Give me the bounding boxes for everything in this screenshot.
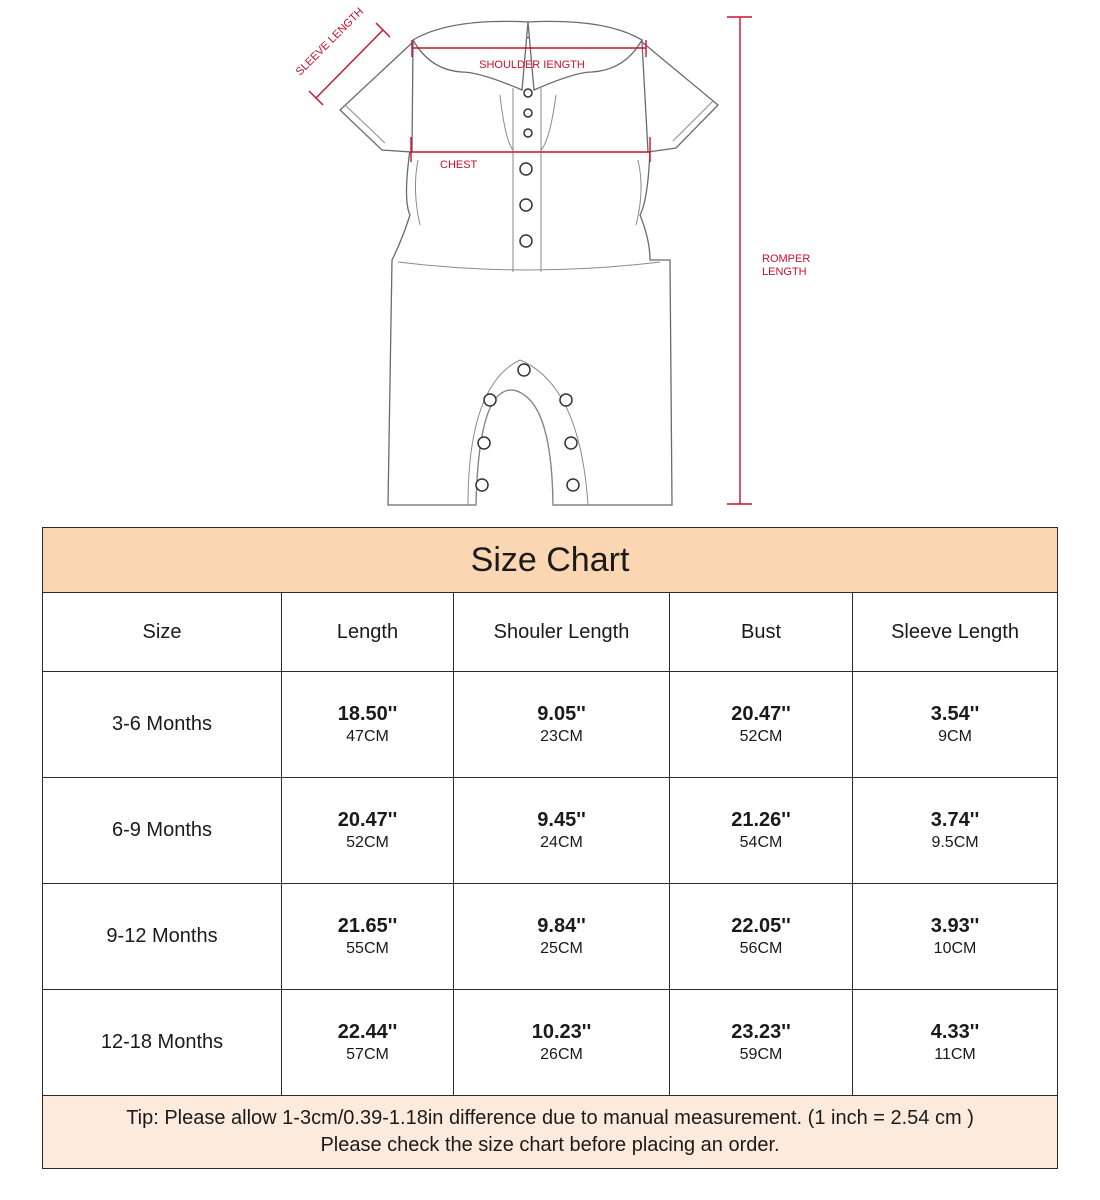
placket-button-2 [520,199,532,211]
tip-cell [43,1096,1058,1169]
crotch-button-6 [565,437,577,449]
length-inch: 21.65'' [337,914,398,937]
bust-cm: 59CM [739,1045,783,1063]
shoulder-cell [454,990,670,1096]
bust-cell [670,672,853,778]
tip-row [43,1096,1058,1169]
sleeve-inch: 3.93'' [930,914,980,937]
sleeve-cm: 11CM [934,1045,976,1063]
placket-button-3 [520,235,532,247]
table-row [43,990,1058,1096]
collar-button-3 [524,129,532,137]
bust-inch: 23.23'' [731,1020,791,1043]
length-inch: 22.44'' [337,1020,398,1043]
crotch-button-7 [567,479,579,491]
bust-inch: 20.47'' [731,702,791,725]
collar-button-1 [524,89,532,97]
size-cell: 6-9 Months [43,778,282,884]
size-chart-table [42,527,1058,1169]
size-cell: 3-6 Months [43,672,282,778]
bust-cell [670,990,853,1096]
shoulder-inch: 9.84'' [537,914,586,937]
sleeve-length-label: SLEEVE LENGTH [293,5,367,79]
column-header-size: Size [43,593,282,672]
size-chart-title: Size Chart [43,528,1058,593]
bust-inch: 21.26'' [731,808,791,831]
table-row [43,672,1058,778]
size-chart-header-row [43,593,1058,672]
length-cell [282,990,454,1096]
bust-cell [670,778,853,884]
shoulder-inch: 10.23'' [531,1020,592,1043]
tip-text-line-2: Please check the size chart before placing an order. [320,1134,780,1156]
length-inch: 20.47'' [337,808,398,831]
length-cm: 52CM [346,833,389,851]
length-cell [282,884,454,990]
length-cm: 47CM [346,727,389,745]
column-header-bust: Bust [670,593,853,672]
romper-length-label-line2: LENGTH [762,266,807,278]
length-cell [282,672,454,778]
column-header-shoulder-length: Shouler Length [454,593,670,672]
column-header-length: Length [282,593,454,672]
right-sleeve [642,42,718,152]
sleeve-cm: 10CM [933,939,977,957]
bust-cell [670,884,853,990]
length-cm: 55CM [346,939,389,957]
crotch-button-5 [560,394,572,406]
size-chart-title-row [43,528,1058,593]
shoulder-length-label: SHOULDER IENGTH [479,59,585,71]
collar-button-2 [524,109,532,117]
chest-label: CHEST [440,159,478,171]
bust-inch: 22.05'' [731,914,791,937]
romper-measurement-diagram [0,0,1100,520]
bust-cm: 52CM [739,727,783,745]
sleeve-cell [853,990,1058,1096]
length-cell [282,778,454,884]
sleeve-cell [853,778,1058,884]
table-row [43,884,1058,990]
crotch-button-1 [484,394,496,406]
size-cell: 9-12 Months [43,884,282,990]
shoulder-cm: 24CM [540,833,583,851]
sleeve-cell [853,884,1058,990]
bust-cm: 56CM [739,939,783,957]
crotch-button-4 [518,364,530,376]
shoulder-inch: 9.05'' [537,702,586,725]
shoulder-cell [454,672,670,778]
sleeve-inch: 4.33'' [930,1020,980,1043]
table-row [43,778,1058,884]
sleeve-cell [853,672,1058,778]
tip-text-line-1: Tip: Please allow 1-3cm/0.39-1.18in difference due to manual measurement. (1 inch = 2.54 cm ) [126,1107,974,1129]
shoulder-cm: 26CM [540,1045,583,1063]
sleeve-cm: 9CM [938,727,972,745]
column-header-sleeve-length: Sleeve Length [853,593,1058,672]
crotch-button-2 [478,437,490,449]
shoulder-cell [454,778,670,884]
sleeve-cm: 9.5CM [931,833,979,851]
bust-cm: 54CM [739,833,783,851]
sleeve-inch: 3.54'' [930,702,980,725]
shoulder-cell [454,884,670,990]
crotch-button-3 [476,479,488,491]
sleeve-inch: 3.74'' [930,808,980,831]
placket-button-1 [520,163,532,175]
shoulder-cm: 23CM [540,727,583,745]
shoulder-inch: 9.45'' [537,808,586,831]
romper-length-label-line1: ROMPER [762,253,811,265]
length-inch: 18.50'' [337,702,398,725]
shoulder-cm: 25CM [540,939,583,957]
length-cm: 57CM [346,1045,389,1063]
size-cell: 12-18 Months [43,990,282,1096]
